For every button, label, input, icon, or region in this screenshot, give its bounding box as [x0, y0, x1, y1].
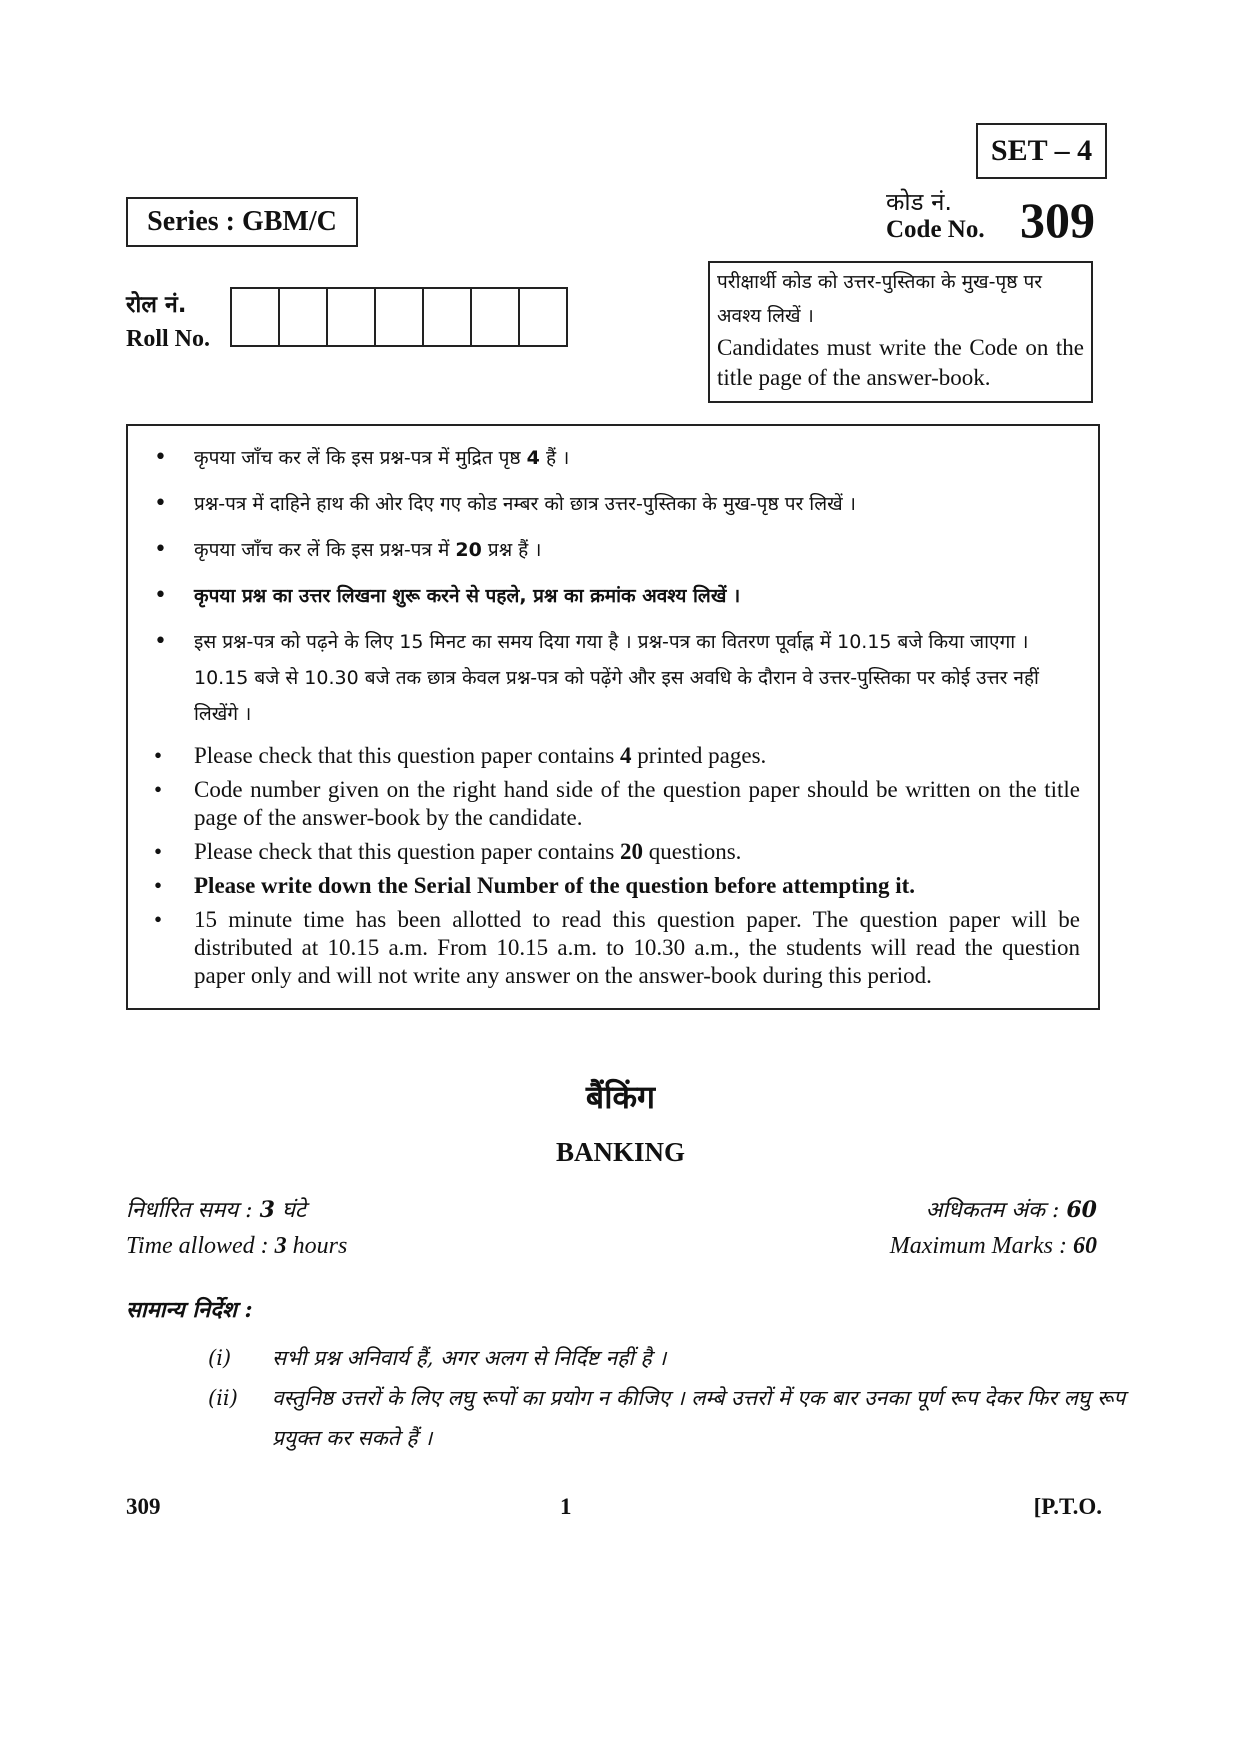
maximum-marks-hindi: अधिकतम अंक : 60: [925, 1197, 1097, 1223]
series-label: Series : GBM/C: [126, 197, 358, 247]
bullet-icon: •: [154, 873, 163, 898]
instruction-item: [146, 486, 1080, 522]
instruction-text: Please check that this question paper contains 4 printed pages.: [194, 743, 767, 768]
page-number: 1: [560, 1494, 572, 1519]
instructions-hindi-list: [146, 440, 1080, 732]
general-instruction-item: [208, 1338, 1128, 1378]
bullet-icon: •: [154, 491, 167, 516]
roll-number-cell[interactable]: [328, 289, 376, 345]
instruction-text: Please write down the Serial Number of the question before attempting it.: [194, 873, 916, 898]
roll-number-cell[interactable]: [424, 289, 472, 345]
instruction-text: Code number given on the right hand side of the question paper should be written on the title page of the answer-book by the candidate.: [194, 777, 1080, 830]
code-label-hindi: कोड नं.: [886, 188, 953, 216]
instruction-item: [146, 440, 1080, 476]
roll-label-english: Roll No.: [126, 326, 210, 352]
bullet-icon: •: [154, 537, 167, 562]
set-label: SET – 4: [976, 123, 1107, 179]
bullet-icon: •: [154, 583, 167, 608]
instruction-item: [146, 742, 1080, 770]
bullet-icon: •: [154, 629, 167, 654]
instruction-text: Please check that this question paper contains 20 questions.: [194, 839, 742, 864]
candidate-note-hindi: परीक्षार्थी कोड को उत्तर-पुस्तिका के मुख-पृष्ठ पर अवश्य लिखें ।: [717, 271, 1043, 327]
roll-number-grid[interactable]: [230, 287, 568, 347]
bullet-icon: •: [154, 445, 167, 470]
item-text: सभी प्रश्न अनिवार्य हैं, अगर अलग से निर्दिष्ट नहीं है ।: [272, 1346, 667, 1370]
code-number: 309: [1020, 192, 1095, 248]
item-number: (ii): [208, 1386, 238, 1410]
bullet-icon: •: [154, 907, 163, 932]
instruction-text: प्रश्न-पत्र में दाहिने हाथ की ओर दिए गए कोड नम्बर को छात्र उत्तर-पुस्तिका के मुख-पृष्ठ पर लिखें ।: [194, 493, 856, 515]
instruction-text: इस प्रश्न-पत्र को पढ़ने के लिए 15 मिनट का समय दिया गया है । प्रश्न-पत्र का वितरण पूर्वाह्न में 10.15 बजे किया जाएगा । 10.15 बजे से 10.30 बजे तक छात्र केवल प्रश्न-पत्र को पढ़ेंगे और इस अवधि के दौरान वे उत्तर-पुस्तिका पर कोई उत्तर नहीं लिखेंगे ।: [194, 631, 1039, 725]
instruction-item: [146, 776, 1080, 832]
roll-number-cell[interactable]: [280, 289, 328, 345]
roll-number-cell[interactable]: [472, 289, 520, 345]
instruction-item: [146, 532, 1080, 568]
instruction-item: [146, 578, 1080, 614]
footer-code: 309: [126, 1494, 161, 1519]
code-label-english: Code No.: [886, 216, 985, 243]
roll-number-cell[interactable]: [520, 289, 566, 345]
instruction-text: कृपया प्रश्न का उत्तर लिखना शुरू करने से पहले, प्रश्न का क्रमांक अवश्य लिखें ।: [194, 585, 741, 607]
general-instructions-heading: सामान्य निर्देश :: [126, 1297, 253, 1323]
instruction-item: [146, 872, 1080, 900]
item-number: (i): [208, 1346, 232, 1370]
roll-label-hindi: रोल नं.: [126, 292, 187, 318]
subject-title-hindi: बैंकिंग: [585, 1078, 656, 1116]
time-allowed-hindi: निर्धारित समय : 3 घंटे: [126, 1197, 306, 1223]
instructions-box: [126, 424, 1100, 1010]
candidate-note-english: Candidates must write the Code on the title page of the answer-book.: [717, 335, 1084, 390]
pto-label: [P.T.O.: [1033, 1494, 1102, 1519]
instruction-item: [146, 838, 1080, 866]
instruction-text: कृपया जाँच कर लें कि इस प्रश्न-पत्र में मुद्रित पृष्ठ 4 हैं ।: [194, 447, 570, 469]
instruction-item: [146, 906, 1080, 990]
item-text: वस्तुनिष्ठ उत्तरों के लिए लघु रूपों का प्रयोग न कीजिए । लम्बे उत्तरों में एक बार उनका पूर्ण रूप देकर फिर लघु रूप प्रयुक्त कर सकते हैं ।: [272, 1386, 1126, 1450]
general-instructions-list: [208, 1338, 1128, 1458]
general-instruction-item: [208, 1378, 1128, 1458]
bullet-icon: •: [154, 839, 163, 864]
instruction-text: कृपया जाँच कर लें कि इस प्रश्न-पत्र में 20 प्रश्न हैं ।: [194, 539, 542, 561]
roll-number-cell[interactable]: [376, 289, 424, 345]
subject-title-english: BANKING: [555, 1137, 685, 1167]
time-allowed-english: Time allowed : 3 hours: [126, 1233, 348, 1259]
roll-number-cell[interactable]: [232, 289, 280, 345]
instructions-english-list: [146, 742, 1080, 990]
instruction-item: [146, 624, 1080, 732]
bullet-icon: •: [154, 743, 163, 768]
instruction-text: 15 minute time has been allotted to read this question paper. The question paper will be distributed at 10.15 a.m. From 10.15 a.m. to 10.30 a.m., the students will read the question paper only and will not write any answer on the answer-book during this period.: [194, 907, 1080, 988]
bullet-icon: •: [154, 777, 163, 802]
candidate-note: [708, 261, 1093, 403]
maximum-marks-english: Maximum Marks : 60: [889, 1233, 1097, 1259]
